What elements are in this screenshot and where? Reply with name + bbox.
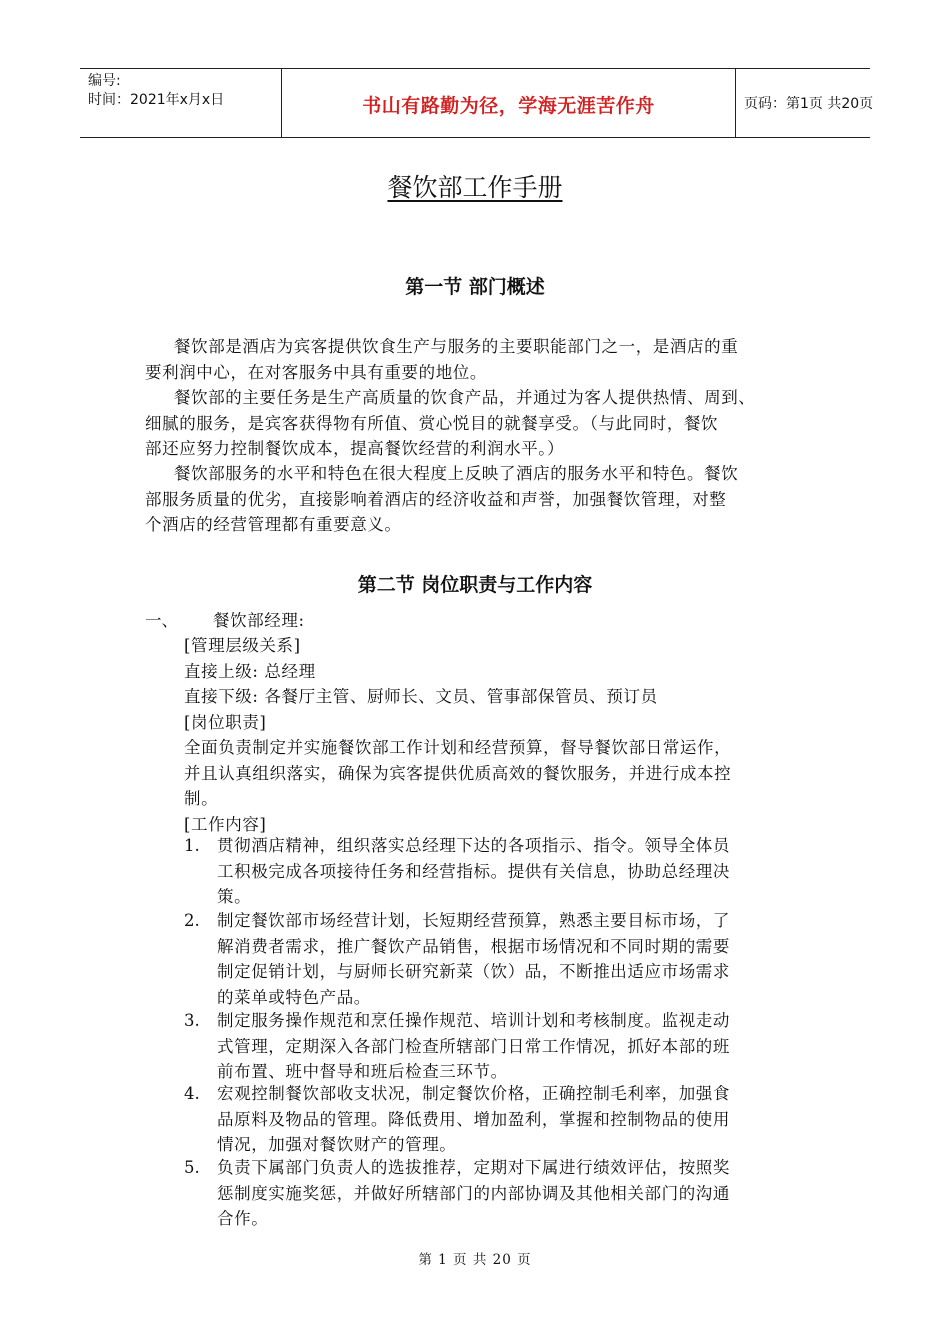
section-heading-1: 第一节 部门概述 <box>405 276 545 298</box>
page-label: 页码：第1页 共20页 <box>744 96 874 112</box>
item-line: 宏观控制餐饮部收支状况，制定餐饮价格，正确控制毛利率，加强食 <box>217 1084 730 1103</box>
document-title: 餐饮部工作手册 <box>387 173 563 202</box>
item-line: 贯彻酒店精神，组织落实总经理下达的各项指示、指令。领导全体员 <box>217 836 730 855</box>
item-line: 的菜单或特色产品。 <box>217 987 371 1007</box>
paragraph-2 <box>145 385 755 462</box>
paragraph-3 <box>145 461 738 538</box>
header-table <box>80 68 874 138</box>
item-line: 制定餐饮部市场经营计划，长短期经营预算，熟悉主要目标市场，了 <box>217 911 730 930</box>
item-line: 品原料及物品的管理。降低费用、增加盈利，掌握和控制物品的使用 <box>217 1109 730 1129</box>
item-line: 策。 <box>217 887 252 906</box>
time-label: 时间：2021年x月x日 <box>88 92 225 108</box>
motto: 书山有路勤为径，学海无涯苦作舟 <box>362 95 655 117</box>
header-left-cell <box>80 69 280 137</box>
item-line: 制定服务操作规范和烹任操作规范、培训计划和考核制度。监视走动 <box>217 1011 730 1030</box>
item-number: 3. <box>184 1011 200 1030</box>
item-line: 合作。 <box>217 1209 269 1228</box>
item-number: 4. <box>184 1084 200 1103</box>
item-number: 1. <box>184 836 200 855</box>
paragraph-line: 部服务质量的优劣，直接影响着酒店的经济收益和声誉，加强餐饮管理，对整 <box>145 489 727 509</box>
role-info <box>184 633 731 837</box>
work-label: [工作内容] <box>184 814 267 834</box>
item-number: 5. <box>184 1158 200 1177</box>
role-title: 餐饮部经理: <box>213 611 305 630</box>
superior-line: 直接上级: 总经理 <box>184 661 316 681</box>
subordinate-line: 直接下级: 各餐厅主管、厨师长、文员、管事部保管员、预订员 <box>184 687 658 706</box>
role-number: 一、 <box>145 611 178 630</box>
page-footer: 第 1 页 共 20 页 <box>418 1252 532 1268</box>
list-item <box>217 833 730 910</box>
duty-line: 并且认真组织落实，确保为宾客提供优质高效的餐饮服务，并进行成本控 <box>184 763 732 783</box>
header-motto-cell <box>281 69 736 137</box>
duty-line: 全面负责制定并实施餐饮部工作计划和经营预算，督导餐饮部日常运作， <box>184 738 732 757</box>
item-line: 工积极完成各项接待任务和经营指标。提供有关信息，协助总经理决 <box>217 861 730 881</box>
header-right-cell <box>736 69 874 137</box>
item-line: 前布置、班中督导和班后检查三环节。 <box>217 1062 508 1081</box>
item-line: 情况，加强对餐饮财产的管理。 <box>217 1135 457 1154</box>
section-heading-2: 第二节 岗位职责与工作内容 <box>357 574 593 596</box>
paragraph-line: 细腻的服务，是宾客获得物有所值、赏心悦目的就餐享受。（与此同时，餐饮 <box>145 413 719 433</box>
mgmt-label: [管理层级关系] <box>184 636 301 655</box>
item-line: 负责下属部门负责人的选拔推荐，定期对下属进行绩效评估，按照奖 <box>217 1158 730 1177</box>
item-line: 式管理，定期深入各部门检查所辖部门日常工作情况，抓好本部的班 <box>217 1036 730 1056</box>
paragraph-1 <box>145 334 738 385</box>
list-item <box>217 908 730 1010</box>
item-line: 解消费者需求，推广餐饮产品销售，根据市场情况和不同时期的需要 <box>217 936 730 956</box>
list-item <box>217 1155 730 1232</box>
paragraph-line: 要利润中心，在对客服务中具有重要的地位。 <box>145 362 487 382</box>
paragraph-line: 餐饮部服务的水平和特色在很大程度上反映了酒店的服务水平和特色。餐饮 <box>174 464 739 483</box>
paragraph-line: 个酒店的经营管理都有重要意义。 <box>145 515 402 534</box>
duty-line: 制。 <box>184 789 219 808</box>
paragraph-line: 餐饮部是酒店为宾客提供饮食生产与服务的主要职能部门之一，是酒店的重 <box>174 337 739 356</box>
paragraph-line: 部还应努力控制餐饮成本，提高餐饮经营的利润水平。） <box>145 439 565 458</box>
list-item <box>217 1081 730 1158</box>
list-item <box>217 1008 730 1085</box>
item-number: 2. <box>184 911 200 930</box>
paragraph-line: 餐饮部的主要任务是生产高质量的饮食产品，并通过为客人提供热情、周到、 <box>174 388 756 407</box>
item-line: 制定促销计划，与厨师长研究新菜（饮）品，不断推出适应市场需求 <box>217 962 730 981</box>
item-line: 惩制度实施奖惩，并做好所辖部门的内部协调及其他相关部门的沟通 <box>217 1183 730 1203</box>
duty-label: [岗位职责] <box>184 712 267 732</box>
number-label: 编号: <box>88 73 121 89</box>
